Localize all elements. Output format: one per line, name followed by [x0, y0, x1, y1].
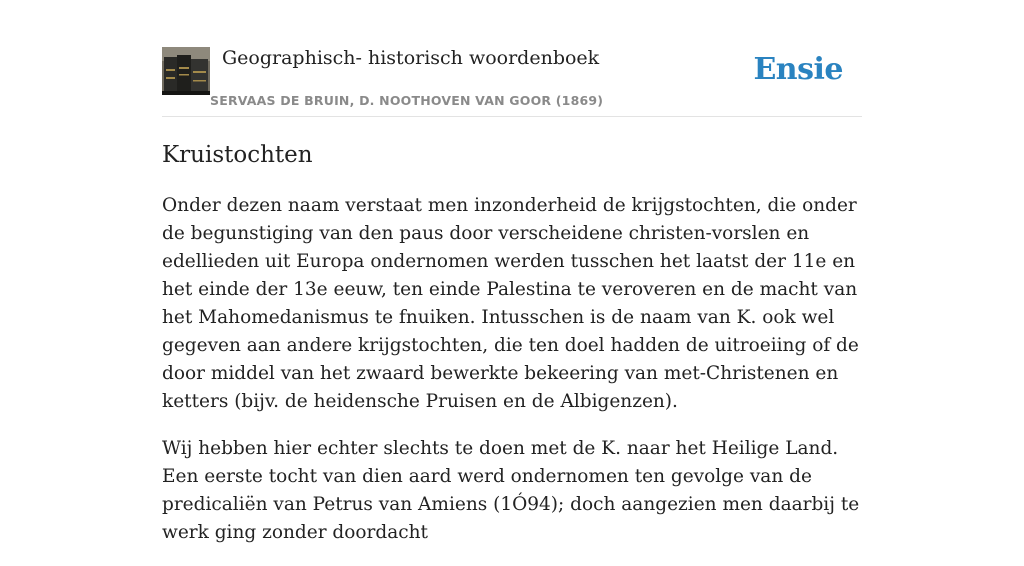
ensie-logo[interactable]: Ensie: [753, 52, 843, 87]
entry-paragraph: Onder dezen naam verstaat men inzonderheid de krijgstochten, die onder de begunstiging van den paus door verscheidene christen-vorslen en edellieden uit Europa ondernomen werden tusschen het laatst der 11e en het einde der 13e eeuw, ten einde Palestina te veroveren en de macht van het Mahomedanismus te fnuiken. Intusschen is de naam van K. ook wel gegeven aan andere krijgstochten, die ten doel hadden de uitroeiing of de door middel van het zwaard bewerkte bekeering van met-Christenen en ketters (bijv. de heidensche Pruisen en de Albigenzen).: [162, 195, 859, 412]
entry-paragraph: Wij hebben hier echter slechts te doen met de K. naar het Heilige Land. Een eerste tocht van dien aard werd ondernomen ten gevolge van de predicaliën van Petrus van Amiens (1Ó94); doch aangezien men daarbij te werk ging zonder doordacht: [162, 438, 860, 543]
book-header: [162, 46, 862, 117]
book-authors: SERVAAS DE BRUIN, D. NOOTHOVEN VAN GOOR (1869): [210, 93, 604, 108]
entry-body: [162, 192, 867, 566]
entry-title: Kruistochten: [162, 142, 313, 168]
book-spines-icon: [162, 47, 210, 95]
book-cover-avatar[interactable]: [162, 47, 210, 95]
book-title[interactable]: Geographisch- historisch woordenboek: [222, 47, 600, 69]
